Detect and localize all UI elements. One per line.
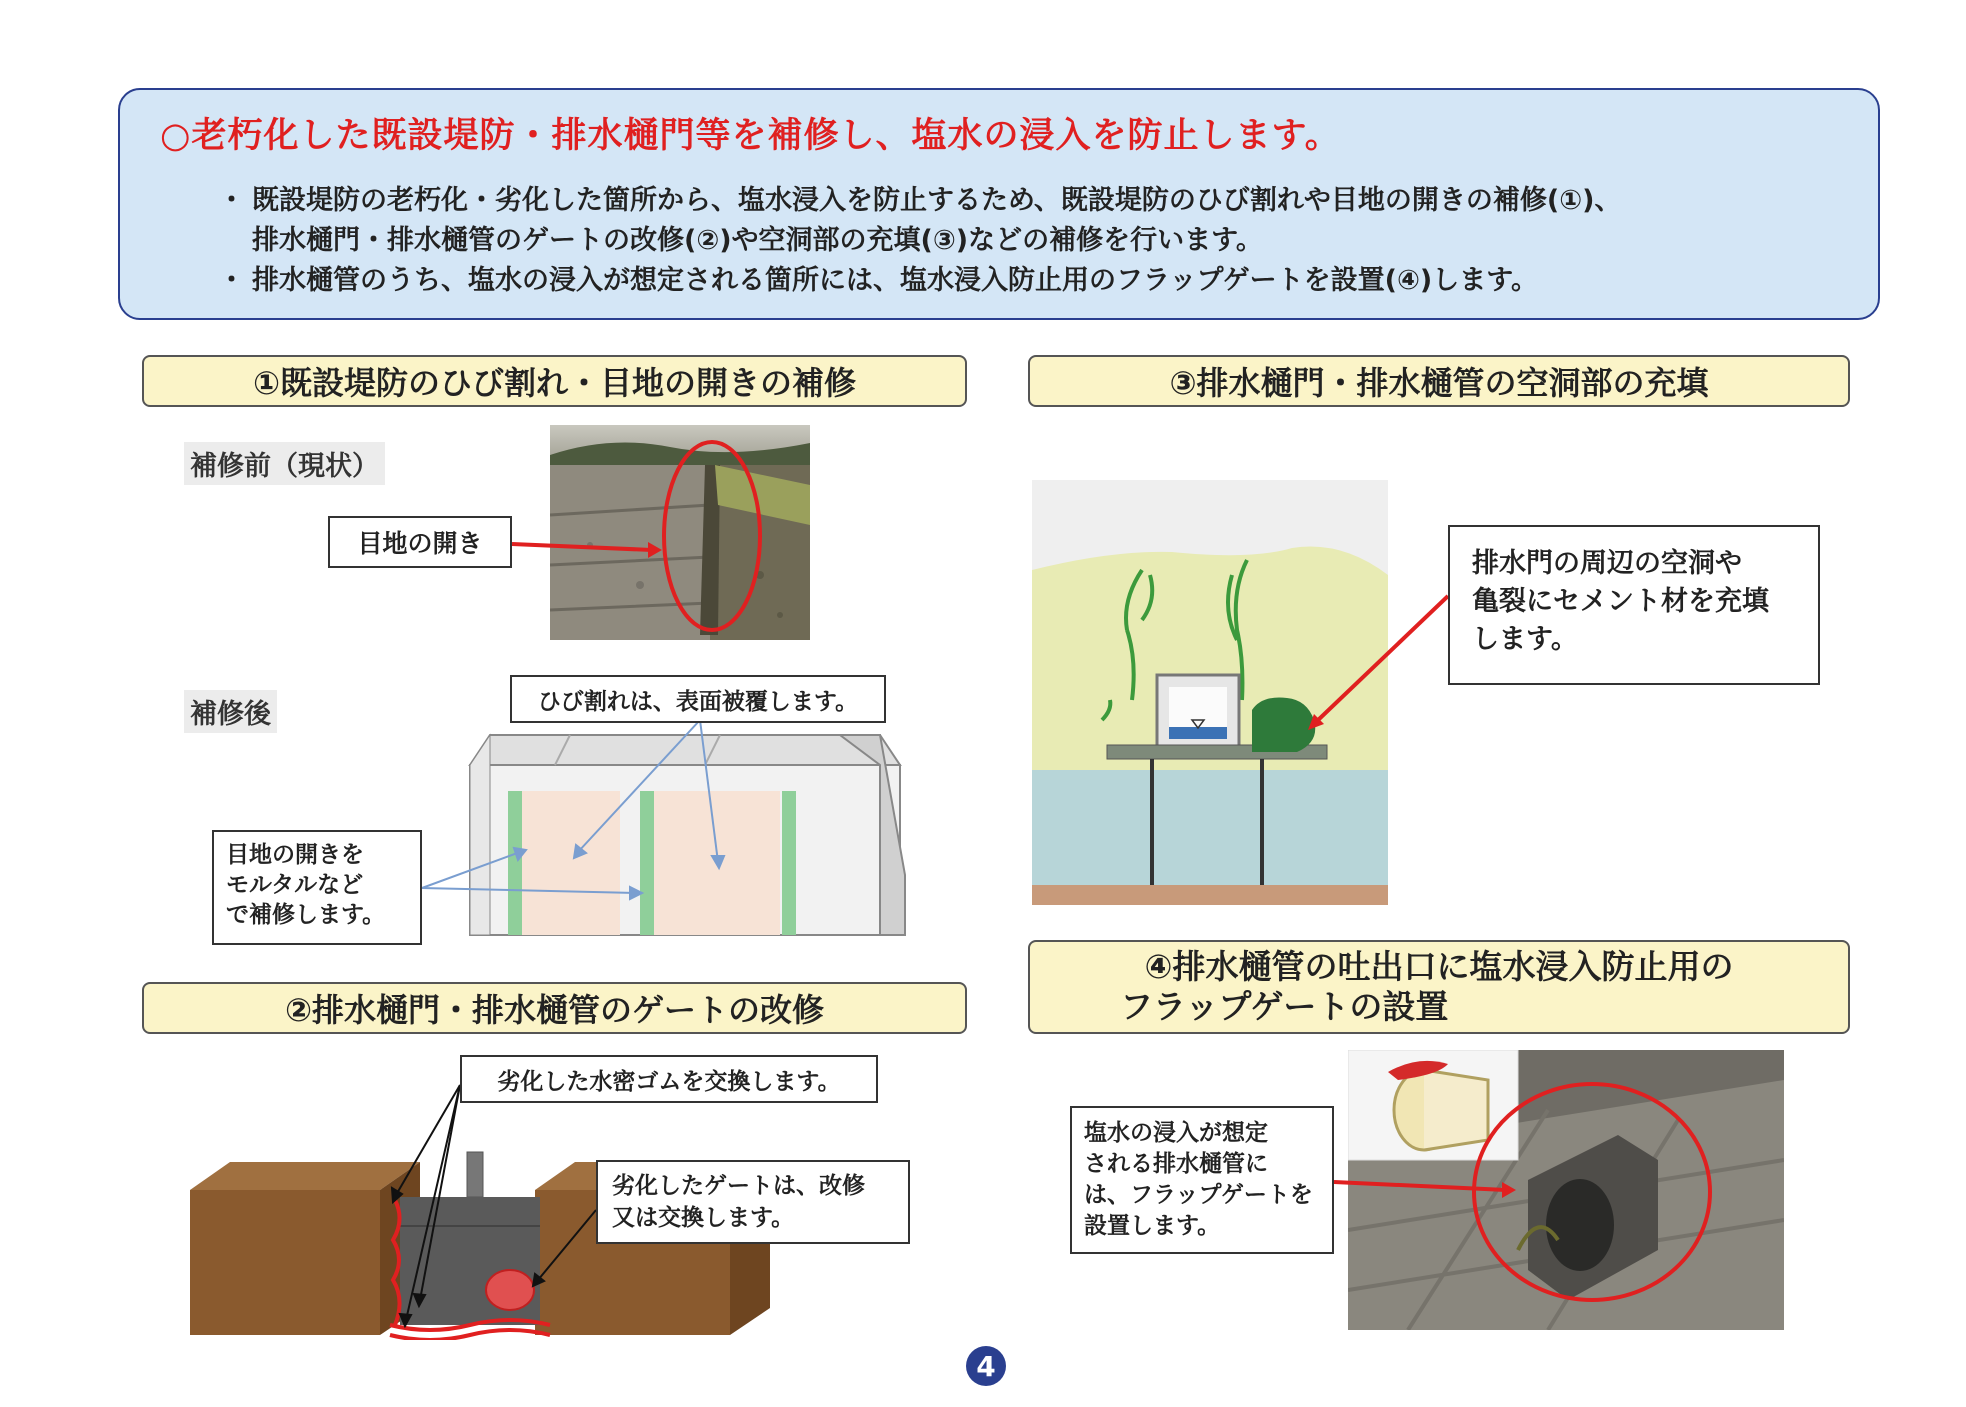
before-label: 補修前（現状）: [184, 442, 385, 485]
joint-callout: 目地の開き: [328, 516, 512, 568]
section3-header: ③排水樋門・排水樋管の空洞部の充填: [1028, 355, 1850, 407]
flap-callout-line-4: 設置します。: [1084, 1213, 1221, 1239]
gate-callout-line-1: 劣化したゲートは、改修: [612, 1173, 865, 1199]
section4-header-line-2: フラップゲートの設置: [1120, 987, 1449, 1026]
summary-bullet-1-line-2: 排水樋門・排水樋管のゲートの改修(②)や空洞部の充填(③)などの補修を行います。: [252, 225, 1263, 256]
flap-callout: [1070, 1106, 1334, 1254]
mortar-callout-line-2: モルタルなど: [226, 872, 364, 898]
section2-header: ②排水樋門・排水樋管のゲートの改修: [142, 982, 967, 1034]
summary-bullet-2: 排水樋管のうち、塩水の浸入が想定される箇所には、塩水浸入防止用のフラップゲートを設置(④)します。: [252, 265, 1539, 296]
fill-callout-line-3: します。: [1472, 624, 1578, 655]
rubber-callout: 劣化した水密ゴムを交換します。: [460, 1055, 878, 1103]
flap-callout-line-3: は、フラップゲートを: [1084, 1182, 1313, 1208]
bullet-marker: ・: [218, 265, 245, 296]
flap-arrow: [1334, 1182, 1506, 1190]
gate-callout-line-2: 又は交換します。: [612, 1205, 795, 1231]
after-label: 補修後: [184, 690, 277, 733]
flap-callout-line-1: 塩水の浸入が想定: [1084, 1120, 1268, 1146]
bullet-marker: ・: [218, 185, 245, 216]
summary-title: ○老朽化した既設堤防・排水樋門等を補修し、塩水の浸入を防止します。: [160, 116, 1341, 156]
summary-bullet-1-line-1: 既設堤防の老朽化・劣化した箇所から、塩水浸入を防止するため、既設堤防のひび割れや目地の開きの補修(①)、: [252, 185, 1622, 216]
fill-callout-line-2: 亀裂にセメント材を充填: [1472, 586, 1769, 617]
flap-arrow-head: [1502, 1182, 1516, 1198]
section4-header-line-1: ④排水樋管の吐出口に塩水浸入防止用の: [1144, 947, 1734, 986]
mortar-callout-line-3: で補修します。: [226, 902, 386, 928]
section1-header: ①既設堤防のひび割れ・目地の開きの補修: [142, 355, 967, 407]
mortar-callout-line-1: 目地の開きを: [226, 842, 364, 868]
fill-callout-line-1: 排水門の周辺の空洞や: [1472, 548, 1742, 579]
page-number-badge: 4: [966, 1346, 1006, 1386]
flap-callout-line-2: される排水樋管に: [1084, 1151, 1268, 1177]
crack-callout: ひび割れは、表面被覆します。: [510, 675, 886, 723]
